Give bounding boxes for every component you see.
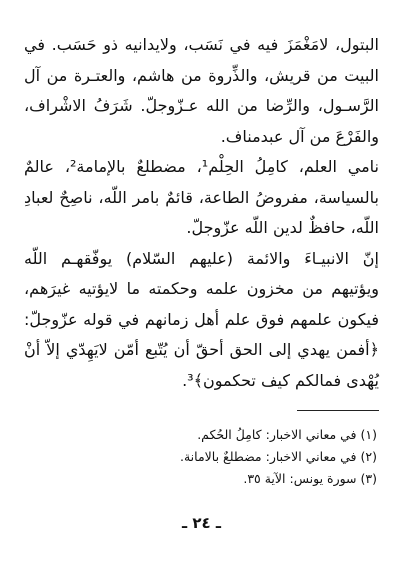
footnote-2: (٢) في معاني الاخبار: مضطلعٌ بالامانة. [180, 449, 377, 464]
footnote-3: (٣) سورة يونس: الآية ٣٥. [243, 471, 377, 486]
paragraph-1: البتول، لامَغْمَزَ فيه في نَسَب، ولايدانيه ذو حَسَب. في البيت من قريش، والذِّروة من هاشم، والعتـرة من آل الرَّسـول، والرِّضا من الله عـزّوجلّ. شَرَفُ الاشْراف، والفَرْعَ من آل عبدمناف. [24, 35, 379, 146]
page-number: ـ ٢٤ ـ [181, 514, 222, 532]
paragraph-2: نامي العلم، كامِلُ الحِلْم¹، مضطلعٌ بالإمامة²، عالمٌ بالسياسة، مفروضُ الطاعة، قائمٌ بامر اللّه، ناصِحٌ لعبادِ اللّه، حافظٌ لدين اللّه عزّوجلّ. [24, 157, 379, 237]
footnotes [24, 424, 377, 490]
footnote-1: (١) في معاني الاخبار: كامِلُ الحُكم. [197, 427, 377, 442]
main-text-body [24, 30, 379, 396]
paragraph-3: إنّ الانبيـاءَ والائمة (عليهم السّلام) يوفّقهـم اللّه ويؤتيهم من مخزون علمه وحكمته ما لايؤتيه غيرَهم، فيكون علمهم فوق علم أهل زمانهم في قوله عزّوجلّ: ﴿أفمن يهدي إلى الحق أحقّ أن يُتّبع أمّن لايَهِدّي إلاّ أنْ يُهْدى فمالكم كيف تحكمون﴾³. [24, 248, 379, 390]
footnote-divider [297, 410, 379, 411]
